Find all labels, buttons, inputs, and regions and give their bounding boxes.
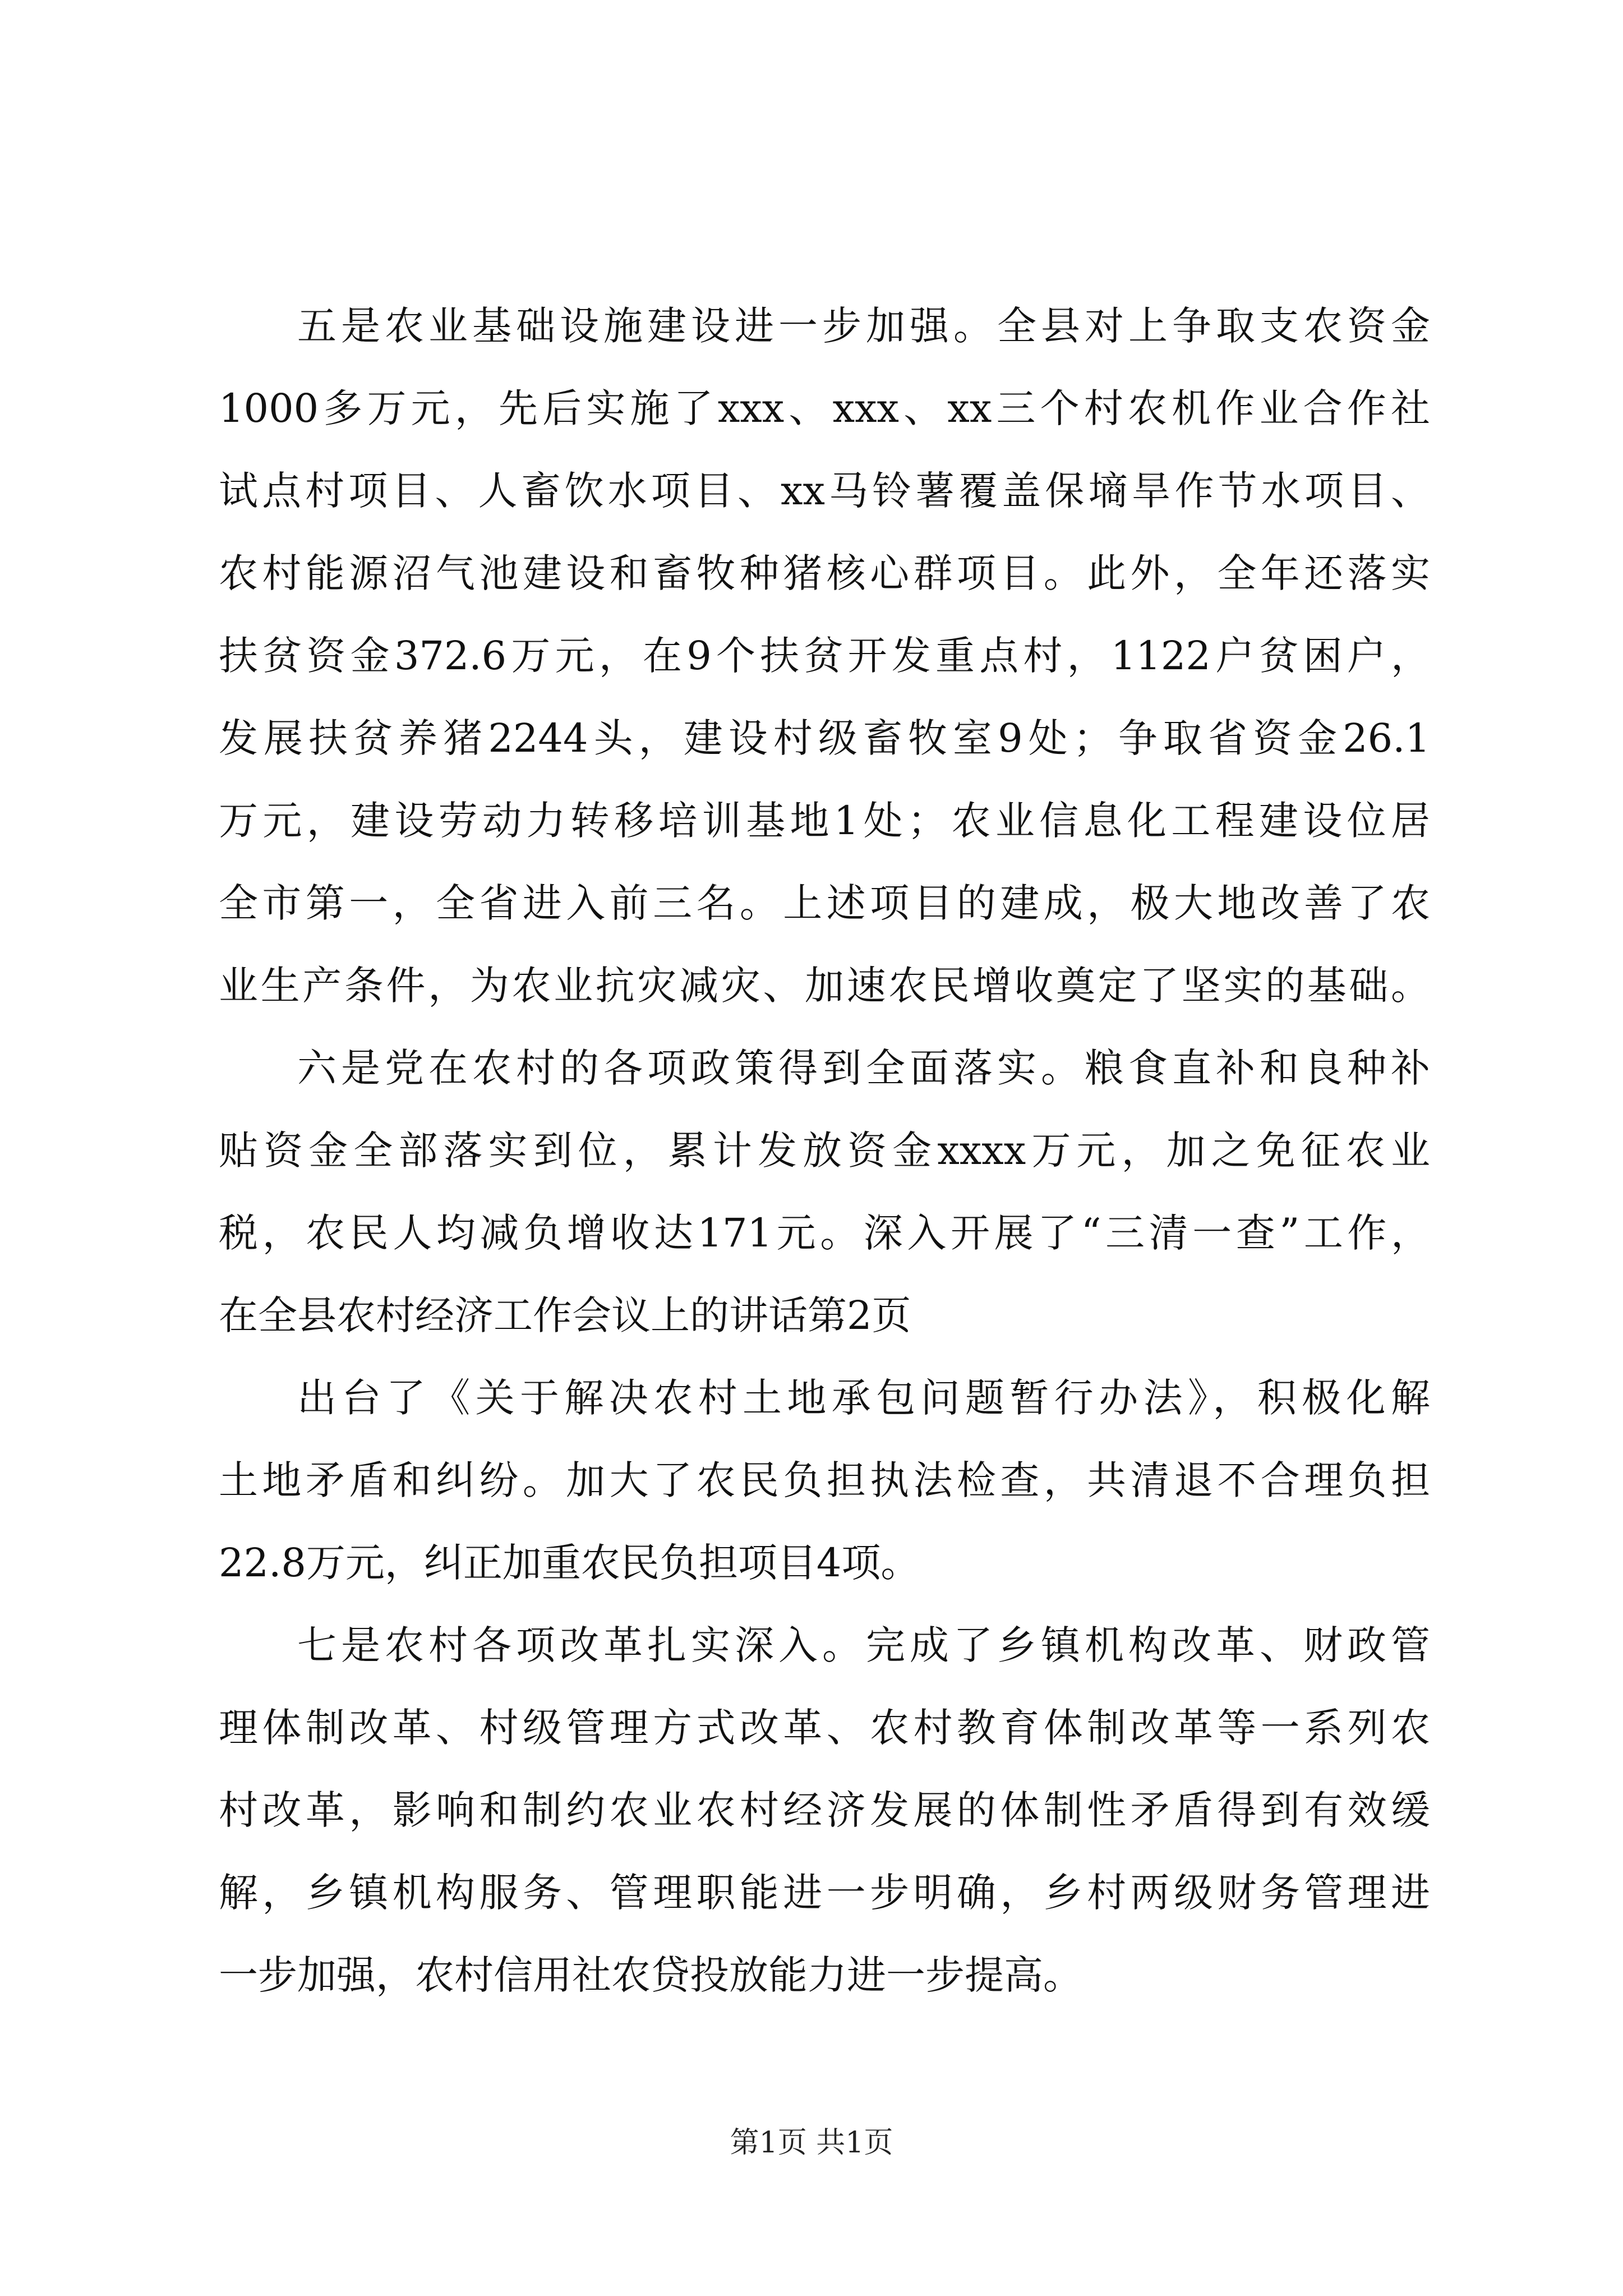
paragraph-line: 发展扶贫养猪2244头，建设村级畜牧室9处；争取省资金26.1	[219, 715, 1430, 761]
paragraph-line: 五是农业基础设施建设进一步加强。全县对上争取支农资金	[297, 303, 1430, 349]
paragraph-line: 六是党在农村的各项政策得到全面落实。粮食直补和良种补	[297, 1045, 1430, 1091]
paragraph-line: 1000多万元，先后实施了xxx、xxx、xx三个村农机作业合作社	[219, 385, 1430, 431]
paragraph-line: 土地矛盾和纠纷。加大了农民负担执法检查，共清退不合理负担	[219, 1457, 1430, 1503]
paragraph-line: 农村能源沼气池建设和畜牧种猪核心群项目。此外，全年还落实	[219, 550, 1430, 596]
paragraph-line: 业生产条件，为农业抗灾减灾、加速农民增收奠定了坚实的基础。	[219, 963, 1430, 1009]
paragraph-line: 在全县农村经济工作会议上的讲话第2页	[219, 1292, 911, 1338]
paragraph-line: 理体制改革、村级管理方式改革、农村教育体制改革等一系列农	[219, 1705, 1430, 1751]
paragraph-line: 七是农村各项改革扎实深入。完成了乡镇机构改革、财政管	[297, 1622, 1430, 1668]
paragraph-line: 解，乡镇机构服务、管理职能进一步明确，乡村两级财务管理进	[219, 1870, 1430, 1916]
paragraph-line: 村改革，影响和制约农业农村经济发展的体制性矛盾得到有效缓	[219, 1787, 1430, 1833]
paragraph-line: 贴资金全部落实到位，累计发放资金xxxx万元，加之免征农业	[219, 1128, 1430, 1174]
document-body	[219, 285, 1430, 2017]
paragraph-line: 万元，建设劳动力转移培训基地1处；农业信息化工程建设位居	[219, 798, 1430, 844]
paragraph-line: 22.8万元，纠正加重农民负担项目4项。	[219, 1540, 920, 1586]
page-footer: 第1页 共1页	[730, 2126, 893, 2160]
paragraph-line: 税，农民人均减负增收达171元。深入开展了“三清一查”工作，	[219, 1210, 1430, 1256]
paragraph-line: 全市第一，全省进入前三名。上述项目的建成，极大地改善了农	[219, 880, 1430, 926]
paragraph-line: 试点村项目、人畜饮水项目、xx马铃薯覆盖保墒旱作节水项目、	[219, 468, 1430, 514]
paragraph-line: 出台了《关于解决农村土地承包问题暂行办法》，积极化解	[297, 1375, 1430, 1421]
paragraph-line: 一步加强，农村信用社农贷投放能力进一步提高。	[219, 1952, 1082, 1998]
paragraph-line: 扶贫资金372.6万元，在9个扶贫开发重点村，1122户贫困户，	[219, 633, 1430, 679]
